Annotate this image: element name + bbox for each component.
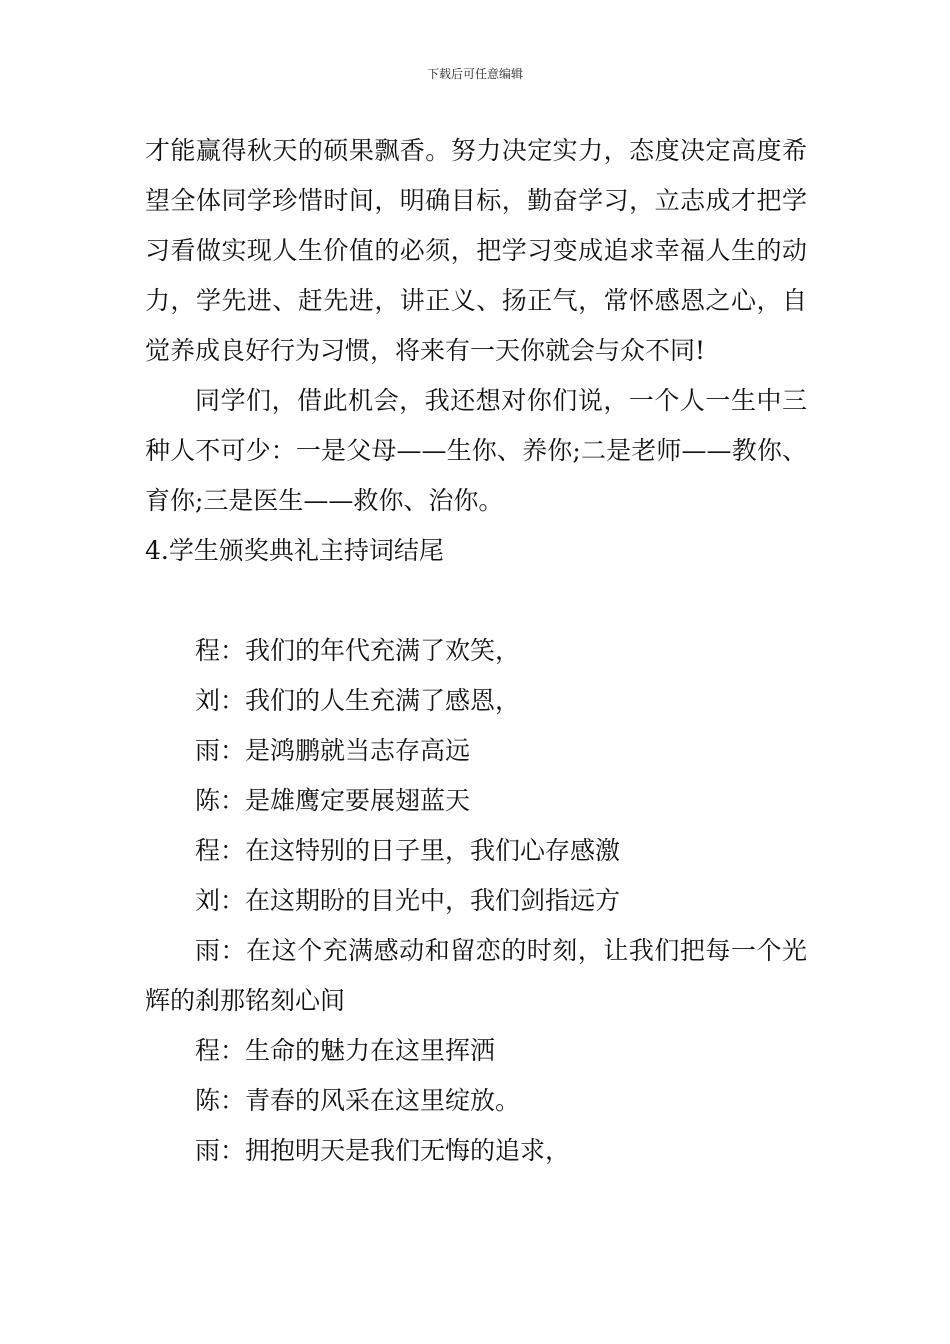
page-header: 下载后可任意编辑 bbox=[426, 67, 523, 81]
paragraph-2: 同学们，借此机会，我还想对你们说，一个人一生中三种人不可少：一是父母——生你、养你;二是老师——教你、育你;三是医生——救你、治你。 bbox=[145, 386, 807, 515]
dialogue-line: 程：我们的年代充满了欢笑， bbox=[195, 636, 521, 665]
document-body bbox=[145, 126, 807, 1176]
dialogue-line: 雨：是鸿鹏就当志存高远 bbox=[195, 736, 471, 765]
dialogue-line: 雨：在这个充满感动和留恋的时刻，让我们把每一个光辉的刹那铭刻心间 bbox=[145, 936, 807, 1015]
dialogue-line: 程：生命的魅力在这里挥洒 bbox=[195, 1036, 496, 1065]
dialogue-line: 程：在这特别的日子里，我们心存感激 bbox=[195, 836, 621, 865]
blank-line bbox=[145, 576, 807, 626]
dialogue-line: 陈：是雄鹰定要展翅蓝天 bbox=[195, 786, 471, 815]
dialogue-line: 雨：拥抱明天是我们无悔的追求， bbox=[195, 1136, 571, 1165]
dialogue-line: 刘：在这期盼的目光中，我们剑指远方 bbox=[195, 886, 621, 915]
dialogue-line: 陈：青春的风采在这里绽放。 bbox=[195, 1086, 521, 1115]
paragraph-1: 才能赢得秋天的硕果飘香。努力决定实力，态度决定高度希望全体同学珍惜时间，明确目标，勤奋学习，立志成才把学习看做实现人生价值的必须，把学习变成追求幸福人生的动力，学先进、赶先进，讲正义、扬正气，常怀感恩之心，自觉养成良好行为习惯，将来有一天你就会与众不同! bbox=[145, 136, 807, 365]
dialogue-line: 刘：我们的人生充满了感恩， bbox=[195, 686, 521, 715]
section-heading: 4.学生颁奖典礼主持词结尾 bbox=[145, 536, 444, 565]
